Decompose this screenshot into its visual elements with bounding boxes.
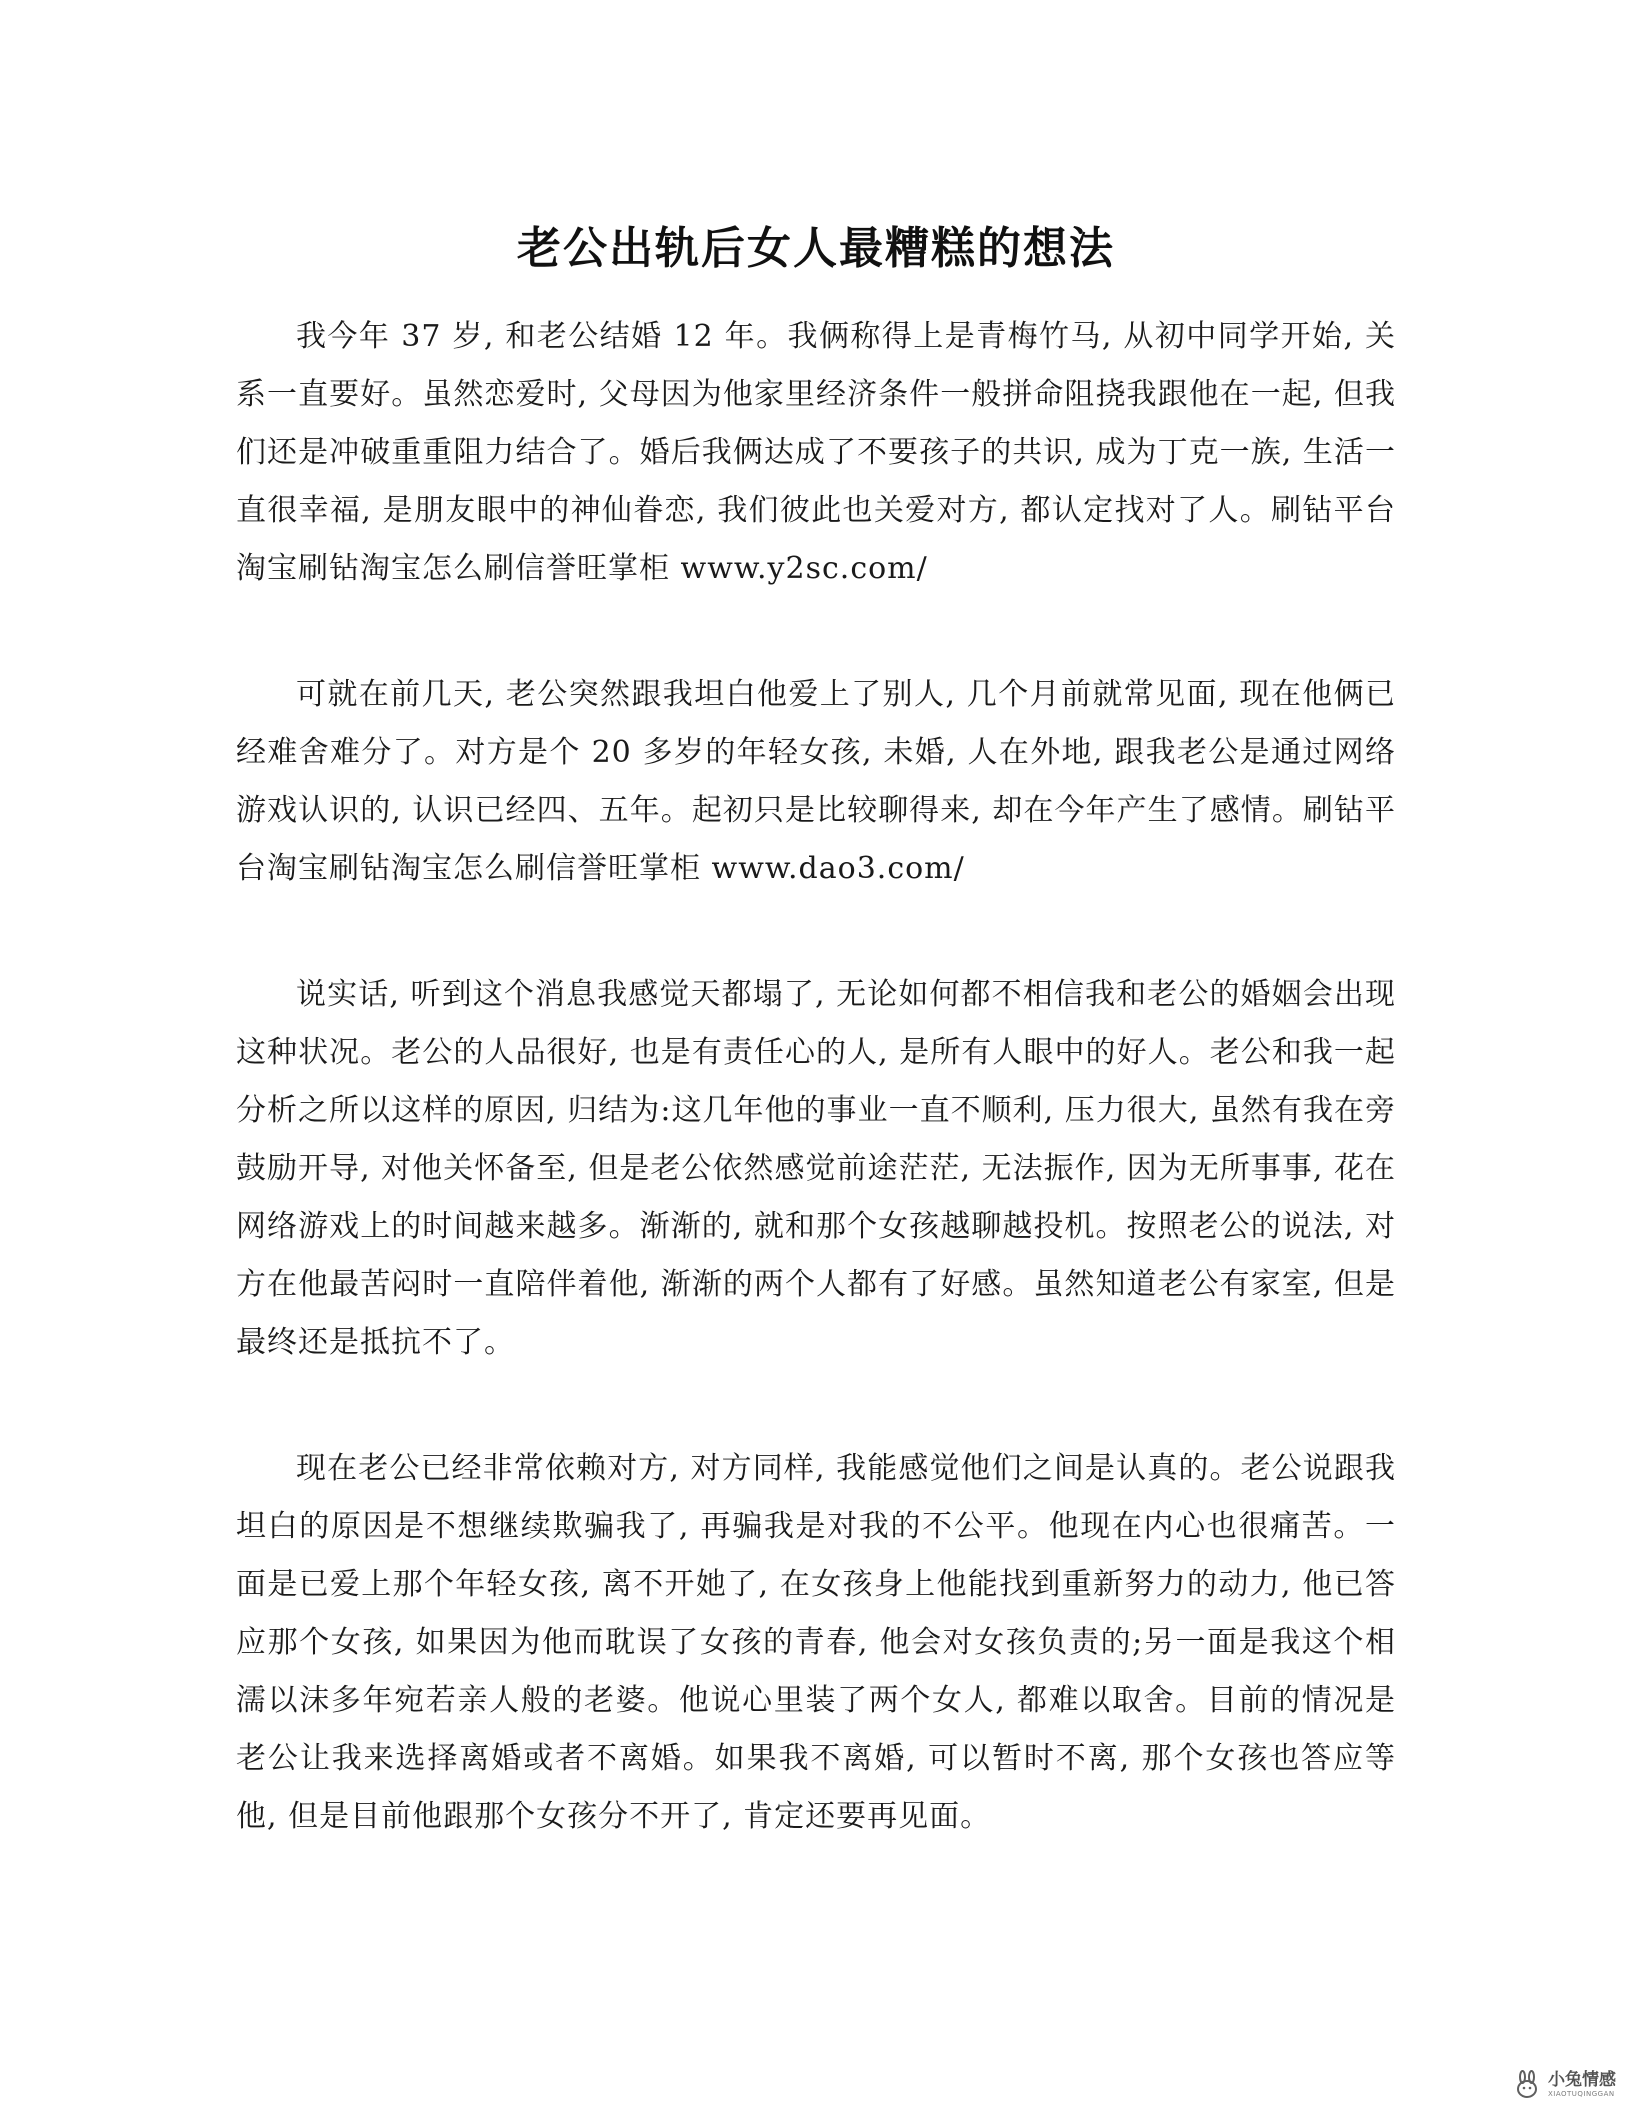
watermark-subtext: XIAOTUQINGGAN — [1548, 2090, 1615, 2098]
paragraph-3: 说实话, 听到这个消息我感觉天都塌了, 无论如何都不相信我和老公的婚姻会出现这种状况。老公的人品很好, 也是有责任心的人, 是所有人眼中的好人。老公和我一起分析之所以这样的原因, 归结为:这几年他的事业一直不顺利, 压力很大, 虽然有我在旁鼓励开导, 对他关怀备至, 但是老公依然感觉前途茫茫, 无法振作, 因为无所事事, 花在网络游戏上的时间越来越多。渐渐的, 就和那个女孩越聊越投机。按照老公的说法, 对方在他最苦闷时一直陪伴着他, 渐渐的两个人都有了好感。虽然知道老公有家室, 但是最终还是抵抗不了。 — [236, 977, 1396, 1360]
watermark — [1512, 2070, 1616, 2100]
watermark-text-group — [1548, 2072, 1616, 2098]
paragraph-2: 可就在前几天, 老公突然跟我坦白他爱上了别人, 几个月前就常见面, 现在他俩已经难舍难分了。对方是个 20 多岁的年轻女孩, 未婚, 人在外地, 跟我老公是通过网络游戏认识的, 认识已经四、五年。起初只是比较聊得来, 却在今年产生了感情。刷钻平台淘宝刷钻淘宝怎么刷信誉旺掌柜 www.dao3.com/ — [236, 677, 1396, 886]
document-title: 老公出轨后女人最糟糕的想法 — [517, 223, 1115, 275]
paragraph-1: 我今年 37 岁, 和老公结婚 12 年。我俩称得上是青梅竹马, 从初中同学开始, 关系一直要好。虽然恋爱时, 父母因为他家里经济条件一般拼命阻挠我跟他在一起, 但我们还是冲破重重阻力结合了。婚后我俩达成了不要孩子的共识, 成为丁克一族, 生活一直很幸福, 是朋友眼中的神仙眷恋, 我们彼此也关爱对方, 都认定找对了人。刷钻平台淘宝刷钻淘宝怎么刷信誉旺掌柜 www.y2sc.com/ — [236, 319, 1396, 586]
document-body — [236, 308, 1396, 1914]
paragraph-4: 现在老公已经非常依赖对方, 对方同样, 我能感觉他们之间是认真的。老公说跟我坦白的原因是不想继续欺骗我了, 再骗我是对我的不公平。他现在内心也很痛苦。一面是已爱上那个年轻女孩, 离不开她了, 在女孩身上他能找到重新努力的动力, 他已答应那个女孩, 如果因为他而耽误了女孩的青春, 他会对女孩负责的;另一面是我这个相濡以沫多年宛若亲人般的老婆。他说心里装了两个女人, 都难以取舍。目前的情况是老公让我来选择离婚或者不离婚。如果我不离婚, 可以暂时不离, 那个女孩也答应等他, 但是目前他跟那个女孩分不开了, 肯定还要再见面。 — [236, 1451, 1396, 1834]
rabbit-logo-icon — [1512, 2070, 1542, 2100]
watermark-text: 小兔情感 — [1548, 2070, 1616, 2090]
